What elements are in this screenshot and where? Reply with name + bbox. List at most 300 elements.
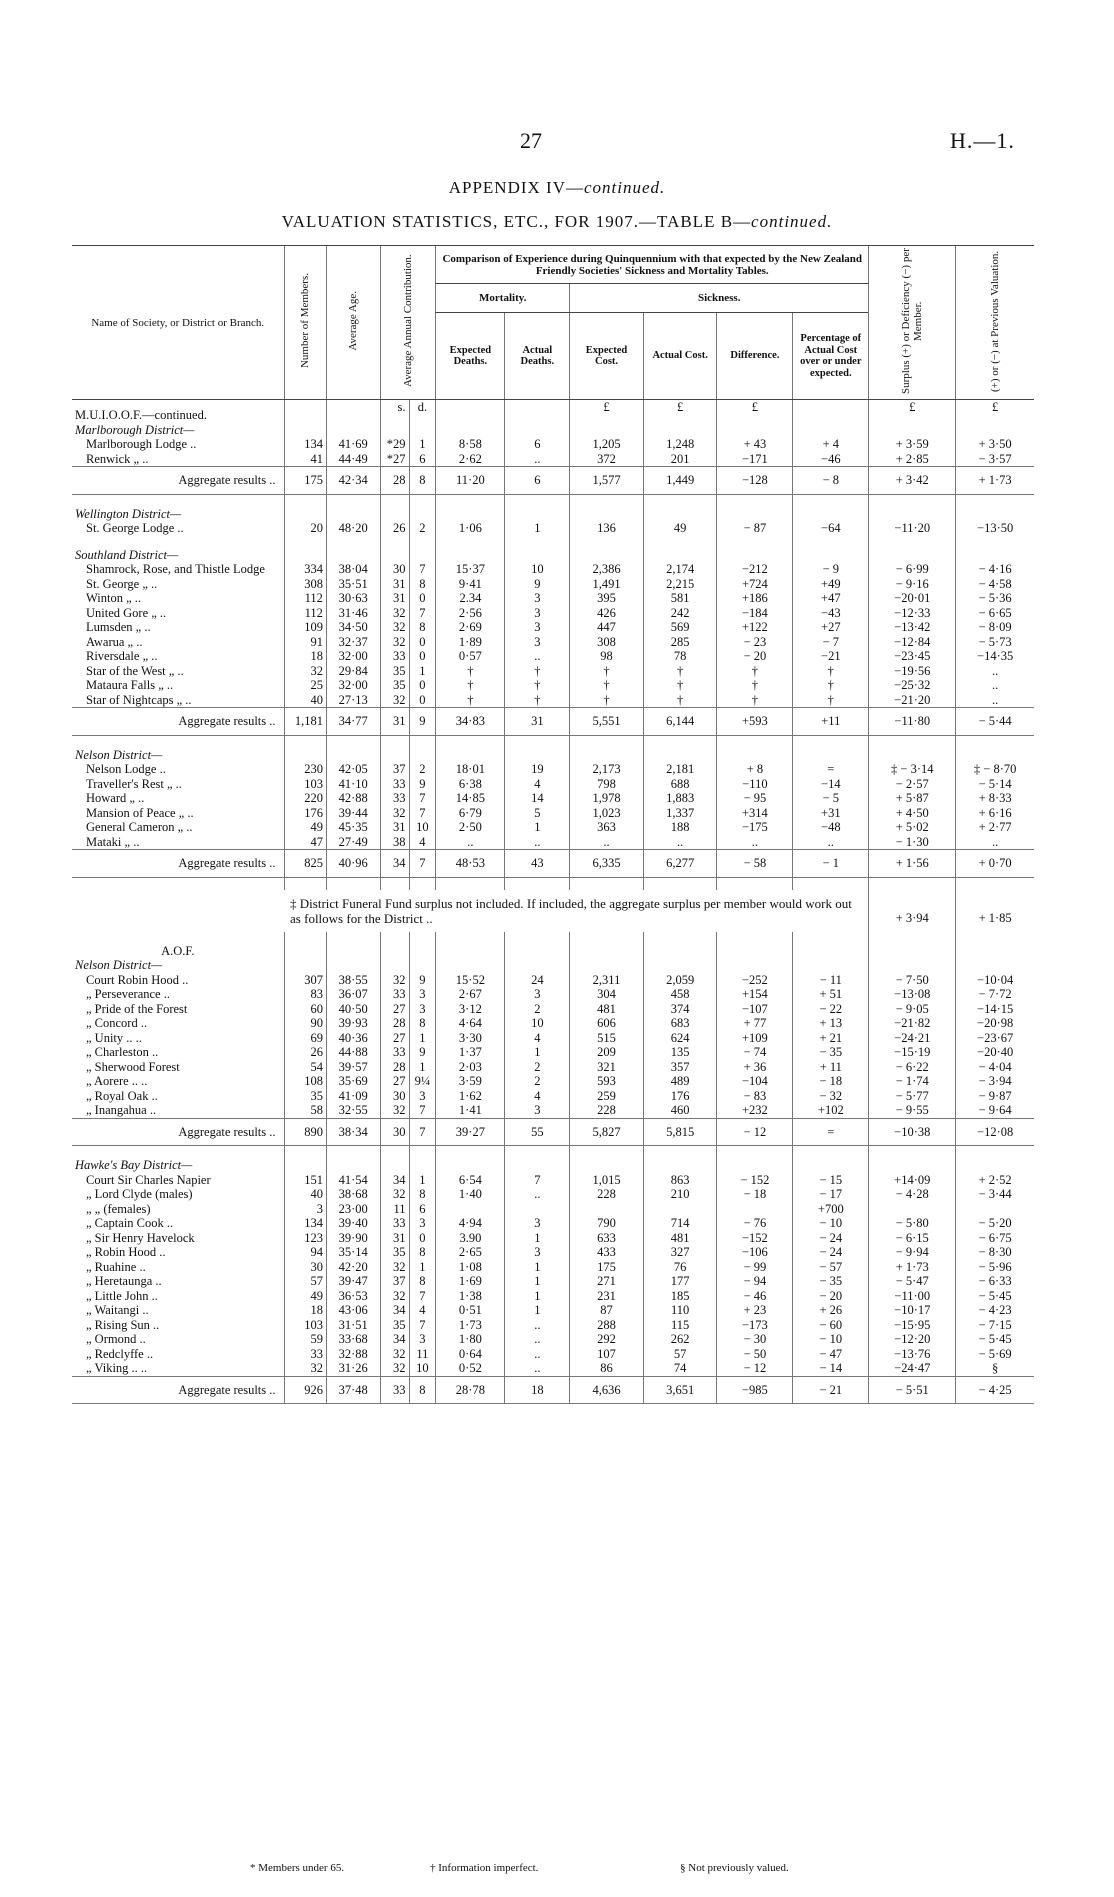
empty-cell bbox=[717, 944, 793, 959]
cell-ed: 1·69 bbox=[436, 1274, 505, 1289]
cell-ec: 2,173 bbox=[570, 762, 644, 777]
cell-ed: 1·38 bbox=[436, 1289, 505, 1304]
cell-prev: −13·50 bbox=[956, 521, 1034, 536]
empty-cell bbox=[793, 1158, 869, 1173]
table-row bbox=[72, 791, 1034, 806]
cell-ec: 321 bbox=[570, 1060, 644, 1075]
empty-cell bbox=[505, 748, 570, 763]
cell-diff: −106 bbox=[717, 1245, 793, 1260]
cell-d: 7 bbox=[409, 1289, 436, 1304]
cell-pct: − 22 bbox=[793, 1002, 869, 1017]
empty-cell bbox=[643, 1158, 717, 1173]
cell-diff: − 99 bbox=[717, 1260, 793, 1275]
empty-cell bbox=[436, 944, 505, 959]
spacer-cell bbox=[869, 494, 956, 507]
cell-age: 39·44 bbox=[326, 806, 380, 821]
cell-age: 32·00 bbox=[326, 678, 380, 693]
cell-d: 7 bbox=[409, 791, 436, 806]
cell-ed: .. bbox=[436, 835, 505, 850]
cell-s: 32 bbox=[380, 1260, 409, 1275]
cell-prev: + 2·52 bbox=[956, 1173, 1034, 1188]
appendix-title-text: APPENDIX IV— bbox=[448, 178, 584, 197]
cell-ec: 372 bbox=[570, 452, 644, 467]
header-actual-cost: Actual Cost. bbox=[643, 313, 717, 400]
cell-ac: 57 bbox=[643, 1347, 717, 1362]
cell-diff: +232 bbox=[717, 1103, 793, 1118]
cell-n: 176 bbox=[284, 806, 326, 821]
cell-ed: 1·89 bbox=[436, 635, 505, 650]
spacer-cell bbox=[409, 494, 436, 507]
cell-d: 8 bbox=[409, 1016, 436, 1031]
cell-sur: − 9·16 bbox=[869, 577, 956, 592]
empty-cell bbox=[717, 507, 793, 522]
cell-ad: 2 bbox=[505, 1060, 570, 1075]
cell-ed: 0·52 bbox=[436, 1361, 505, 1376]
cell-ad: 3 bbox=[505, 606, 570, 621]
valuation-table bbox=[72, 245, 1034, 1404]
funeral-surplus: + 3·94 bbox=[869, 890, 956, 932]
cell-age: 44·88 bbox=[326, 1045, 380, 1060]
cell-d: 4 bbox=[409, 835, 436, 850]
cell-diff: + 8 bbox=[717, 762, 793, 777]
empty-cell bbox=[869, 944, 956, 959]
cell-ed: 34·83 bbox=[436, 708, 505, 736]
cell-sur: − 9·05 bbox=[869, 1002, 956, 1017]
cell-ad: 10 bbox=[505, 1016, 570, 1031]
cell-d: 9¼ bbox=[409, 1074, 436, 1089]
cell-s: 30 bbox=[380, 562, 409, 577]
cell-age: 40·36 bbox=[326, 1031, 380, 1046]
cell-d: 7 bbox=[409, 1103, 436, 1118]
cell-pct: − 10 bbox=[793, 1216, 869, 1231]
cell-prev: + 2·77 bbox=[956, 820, 1034, 835]
spacer-cell bbox=[869, 536, 956, 548]
cell-ac: 185 bbox=[643, 1289, 717, 1304]
empty-cell bbox=[570, 1158, 644, 1173]
cell-pct: − 24 bbox=[793, 1245, 869, 1260]
cell-ad: 14 bbox=[505, 791, 570, 806]
cell-d: 9 bbox=[409, 708, 436, 736]
table-row bbox=[72, 1318, 1034, 1333]
funeral-previous: + 1·85 bbox=[956, 890, 1034, 932]
cell-diff: +593 bbox=[717, 708, 793, 736]
cell-ed: 1·37 bbox=[436, 1045, 505, 1060]
empty-cell bbox=[380, 1158, 409, 1173]
empty-cell bbox=[643, 423, 717, 438]
cell-diff: + 23 bbox=[717, 1303, 793, 1318]
cell-s: 32 bbox=[380, 635, 409, 650]
cell-s: 33 bbox=[380, 1376, 409, 1404]
empty-cell bbox=[643, 507, 717, 522]
empty-cell bbox=[436, 400, 505, 423]
table-row bbox=[72, 1074, 1034, 1089]
cell-n: 307 bbox=[284, 973, 326, 988]
page-number: 27 bbox=[520, 128, 542, 153]
cell-ec: 292 bbox=[570, 1332, 644, 1347]
cell-s: 32 bbox=[380, 693, 409, 708]
spacer-cell bbox=[380, 735, 409, 748]
cell-diff: + 36 bbox=[717, 1060, 793, 1075]
table-row bbox=[72, 1260, 1034, 1275]
cell-s: 11 bbox=[380, 1202, 409, 1217]
cell-ad: .. bbox=[505, 452, 570, 467]
cell-age: 31·51 bbox=[326, 1318, 380, 1333]
cell-d: 7 bbox=[409, 606, 436, 621]
spacer-cell bbox=[326, 1146, 380, 1159]
cell-ad: 6 bbox=[505, 437, 570, 452]
cell-ac: † bbox=[643, 693, 717, 708]
cell-sur: − 5·77 bbox=[869, 1089, 956, 1104]
cell-ad: 7 bbox=[505, 1173, 570, 1188]
cell-ac: 1,248 bbox=[643, 437, 717, 452]
empty-cell bbox=[284, 748, 326, 763]
spacer-cell bbox=[72, 536, 284, 548]
cell-sur: − 5·47 bbox=[869, 1274, 956, 1289]
cell-n: 40 bbox=[284, 1187, 326, 1202]
cell-age: 30·63 bbox=[326, 591, 380, 606]
cell-sur: −23·45 bbox=[869, 649, 956, 664]
row-name: St. George Lodge .. bbox=[86, 521, 184, 535]
cell-s: 34 bbox=[380, 850, 409, 878]
row-name: Court Sir Charles Napier bbox=[86, 1172, 211, 1187]
empty-cell bbox=[956, 748, 1034, 763]
cell-s: 31 bbox=[380, 820, 409, 835]
cell-sur: − 9·94 bbox=[869, 1245, 956, 1260]
cell-diff: † bbox=[717, 678, 793, 693]
cell-prev: −20·40 bbox=[956, 1045, 1034, 1060]
appendix-title-cont: continued. bbox=[583, 178, 666, 197]
row-name: Shamrock, Rose, and Thistle Lodge bbox=[86, 562, 265, 576]
header-contribution-text: Average Annual Contribution. bbox=[401, 254, 414, 388]
cell-ed: 14·85 bbox=[436, 791, 505, 806]
cell-n: 825 bbox=[284, 850, 326, 878]
cell-pct: − 21 bbox=[793, 1376, 869, 1404]
spacer-cell bbox=[380, 877, 409, 890]
spacer-cell bbox=[717, 494, 793, 507]
cell-s: 38 bbox=[380, 835, 409, 850]
cell-age: 45·35 bbox=[326, 820, 380, 835]
cell-ad: 19 bbox=[505, 762, 570, 777]
cell-ac: 569 bbox=[643, 620, 717, 635]
unit-pound: £ bbox=[869, 400, 956, 423]
empty-cell bbox=[436, 548, 505, 563]
cell-sur: − 6·22 bbox=[869, 1060, 956, 1075]
cell-ed: 6·38 bbox=[436, 777, 505, 792]
empty-cell bbox=[284, 548, 326, 563]
cell-diff: − 83 bbox=[717, 1089, 793, 1104]
cell-ac: 683 bbox=[643, 1016, 717, 1031]
cell-diff: −173 bbox=[717, 1318, 793, 1333]
cell-pct: −43 bbox=[793, 606, 869, 621]
cell-s: 34 bbox=[380, 1173, 409, 1188]
table-row bbox=[72, 521, 1034, 536]
empty-cell bbox=[409, 507, 436, 522]
cell-prev: .. bbox=[956, 678, 1034, 693]
cell-n: 33 bbox=[284, 1347, 326, 1362]
cell-age: 23·00 bbox=[326, 1202, 380, 1217]
spacer-cell bbox=[570, 877, 644, 890]
cell-s: 35 bbox=[380, 1245, 409, 1260]
table-row bbox=[72, 1045, 1034, 1060]
cell-d: 9 bbox=[409, 973, 436, 988]
cell-s: 35 bbox=[380, 678, 409, 693]
spacer-cell bbox=[72, 494, 284, 507]
spacer-cell bbox=[380, 932, 409, 944]
cell-pct: † bbox=[793, 693, 869, 708]
section-nelson1 bbox=[72, 748, 1034, 763]
spacer-cell bbox=[380, 494, 409, 507]
row-name: „ Perseverance .. bbox=[86, 987, 170, 1001]
cell-age: 35·14 bbox=[326, 1245, 380, 1260]
cell-pct: +27 bbox=[793, 620, 869, 635]
cell-prev: + 3·50 bbox=[956, 437, 1034, 452]
cell-prev: − 9·64 bbox=[956, 1103, 1034, 1118]
cell-d: 8 bbox=[409, 1376, 436, 1404]
table-row bbox=[72, 820, 1034, 835]
cell-ec: 790 bbox=[570, 1216, 644, 1231]
cell-ec: † bbox=[570, 693, 644, 708]
empty-cell bbox=[380, 944, 409, 959]
spacer-cell bbox=[436, 536, 505, 548]
row-name: Court Robin Hood .. bbox=[86, 972, 189, 987]
table-row bbox=[72, 562, 1034, 577]
empty-cell bbox=[570, 748, 644, 763]
cell-ed: 6·79 bbox=[436, 806, 505, 821]
cell-sur: − 2·57 bbox=[869, 777, 956, 792]
cell-ac: 489 bbox=[643, 1074, 717, 1089]
cell-ac: .. bbox=[643, 835, 717, 850]
cell-age: 39·47 bbox=[326, 1274, 380, 1289]
spacer-row bbox=[72, 494, 1034, 507]
unit-pound: £ bbox=[717, 400, 793, 423]
cell-pct: − 7 bbox=[793, 635, 869, 650]
spacer-cell bbox=[793, 932, 869, 944]
cell-s: 33 bbox=[380, 1045, 409, 1060]
cell-ac: 688 bbox=[643, 777, 717, 792]
cell-ad: .. bbox=[505, 649, 570, 664]
cell-sur: −11·80 bbox=[869, 708, 956, 736]
cell-age: 32·88 bbox=[326, 1347, 380, 1362]
cell-age: 38·34 bbox=[326, 1118, 380, 1146]
cell-sur: −12·84 bbox=[869, 635, 956, 650]
cell-ad: 6 bbox=[505, 467, 570, 495]
row-name: „ Heretaunga .. bbox=[86, 1274, 162, 1288]
cell-diff: +186 bbox=[717, 591, 793, 606]
cell-d: 3 bbox=[409, 1089, 436, 1104]
cell-ac: 2,181 bbox=[643, 762, 717, 777]
cell-d: 1 bbox=[409, 664, 436, 679]
empty-cell bbox=[643, 748, 717, 763]
empty-cell bbox=[956, 1158, 1034, 1173]
cell-age: 39·57 bbox=[326, 1060, 380, 1075]
cell-sur: + 2·85 bbox=[869, 452, 956, 467]
cell-prev: + 1·73 bbox=[956, 467, 1034, 495]
empty-cell bbox=[643, 548, 717, 563]
cell-ed: 3·12 bbox=[436, 1002, 505, 1017]
cell-d: 1 bbox=[409, 1260, 436, 1275]
cell-ac: 115 bbox=[643, 1318, 717, 1333]
cell-ed: 1·06 bbox=[436, 521, 505, 536]
spacer-cell bbox=[570, 735, 644, 748]
table-row bbox=[72, 1347, 1034, 1362]
cell-ec: 5,551 bbox=[570, 708, 644, 736]
cell-sur: −20·01 bbox=[869, 591, 956, 606]
spacer-cell bbox=[505, 877, 570, 890]
cell-prev: − 6·75 bbox=[956, 1231, 1034, 1246]
spacer-cell bbox=[643, 536, 717, 548]
cell-ed: 3.90 bbox=[436, 1231, 505, 1246]
cell-age: 38·68 bbox=[326, 1187, 380, 1202]
cell-sur: + 4·50 bbox=[869, 806, 956, 821]
cell-ed bbox=[436, 1202, 505, 1217]
table-row bbox=[72, 635, 1034, 650]
cell-n: 134 bbox=[284, 437, 326, 452]
table-row bbox=[72, 1332, 1034, 1347]
cell-d: 0 bbox=[409, 591, 436, 606]
cell-ad: .. bbox=[505, 1347, 570, 1362]
table-row bbox=[72, 987, 1034, 1002]
cell-diff: .. bbox=[717, 835, 793, 850]
cell-ac: 201 bbox=[643, 452, 717, 467]
spacer-cell bbox=[505, 735, 570, 748]
cell-d: 6 bbox=[409, 1202, 436, 1217]
spacer-cell bbox=[643, 877, 717, 890]
table-row bbox=[72, 1031, 1034, 1046]
cell-ec: 1,978 bbox=[570, 791, 644, 806]
table-row bbox=[72, 577, 1034, 592]
row-name: „ Little John .. bbox=[86, 1288, 158, 1303]
cell-ed: 1·73 bbox=[436, 1318, 505, 1333]
cell-ac: 3,651 bbox=[643, 1376, 717, 1404]
spacer-cell bbox=[956, 1146, 1034, 1159]
cell-prev: − 5·45 bbox=[956, 1332, 1034, 1347]
row-name: „ Royal Oak .. bbox=[86, 1088, 158, 1103]
header-surplus bbox=[869, 246, 956, 400]
cell-ec: 5,827 bbox=[570, 1118, 644, 1146]
cell-ac: 2,174 bbox=[643, 562, 717, 577]
spacer-cell bbox=[436, 1146, 505, 1159]
cell-d: 7 bbox=[409, 850, 436, 878]
spacer-cell bbox=[326, 877, 380, 890]
cell-ec: 1,491 bbox=[570, 577, 644, 592]
cell-diff: − 12 bbox=[717, 1118, 793, 1146]
footnote-members-under-65: * Members under 65. bbox=[250, 1862, 345, 1874]
cell-n: 103 bbox=[284, 1318, 326, 1333]
row-name: Mataura Falls „ .. bbox=[86, 678, 174, 692]
cell-s: 32 bbox=[380, 973, 409, 988]
empty-cell bbox=[570, 944, 644, 959]
cell-pct: − 15 bbox=[793, 1173, 869, 1188]
aggregate-row bbox=[72, 467, 1034, 495]
cell-age: 35·51 bbox=[326, 577, 380, 592]
table-row bbox=[72, 664, 1034, 679]
cell-s: 28 bbox=[380, 1016, 409, 1031]
empty-cell bbox=[956, 944, 1034, 959]
cell-age: 31·46 bbox=[326, 606, 380, 621]
cell-sur: − 5·51 bbox=[869, 1376, 956, 1404]
cell-pct: − 9 bbox=[793, 562, 869, 577]
cell-sur: + 1·73 bbox=[869, 1260, 956, 1275]
cell-prev: − 6·33 bbox=[956, 1274, 1034, 1289]
cell-diff: − 20 bbox=[717, 649, 793, 664]
order-heading-aof bbox=[72, 944, 1034, 959]
empty-cell bbox=[643, 958, 717, 973]
table-row bbox=[72, 1173, 1034, 1188]
cell-ec: 1,023 bbox=[570, 806, 644, 821]
cell-ed: 15·37 bbox=[436, 562, 505, 577]
cell-pct: + 21 bbox=[793, 1031, 869, 1046]
cell-diff: +724 bbox=[717, 577, 793, 592]
cell-sur: − 5·80 bbox=[869, 1216, 956, 1231]
row-name: Traveller's Rest „ .. bbox=[86, 776, 182, 791]
order-heading-aof-label: A.O.F. bbox=[161, 943, 195, 958]
spacer-cell bbox=[380, 1146, 409, 1159]
header-actual-deaths: Actual Deaths. bbox=[505, 313, 570, 400]
spacer-cell bbox=[643, 1146, 717, 1159]
row-name: Aggregate results .. bbox=[72, 708, 284, 736]
cell-age: 39·40 bbox=[326, 1216, 380, 1231]
empty-cell bbox=[326, 1158, 380, 1173]
cell-ec: 1,205 bbox=[570, 437, 644, 452]
table-row bbox=[72, 1202, 1034, 1217]
cell-age: 32·00 bbox=[326, 649, 380, 664]
cell-ed: 2·50 bbox=[436, 820, 505, 835]
spacer-cell bbox=[643, 494, 717, 507]
row-name: „ Charleston .. bbox=[86, 1045, 159, 1059]
cell-s: 37 bbox=[380, 762, 409, 777]
empty-cell bbox=[505, 507, 570, 522]
cell-ac: 262 bbox=[643, 1332, 717, 1347]
cell-ad: 3 bbox=[505, 635, 570, 650]
cell-diff: − 18 bbox=[717, 1187, 793, 1202]
cell-ec: 426 bbox=[570, 606, 644, 621]
table-row bbox=[72, 620, 1034, 635]
cell-s: 37 bbox=[380, 1274, 409, 1289]
cell-sur: −10·38 bbox=[869, 1118, 956, 1146]
empty-cell bbox=[284, 958, 326, 973]
spacer-cell bbox=[72, 877, 284, 890]
cell-diff: − 23 bbox=[717, 635, 793, 650]
section-marlborough bbox=[72, 423, 1034, 438]
spacer-cell bbox=[284, 494, 326, 507]
empty-cell bbox=[570, 507, 644, 522]
cell-prev: − 5·20 bbox=[956, 1216, 1034, 1231]
cell-age: 42·34 bbox=[326, 467, 380, 495]
cell-ec: 304 bbox=[570, 987, 644, 1002]
cell-ac: 78 bbox=[643, 649, 717, 664]
header-row bbox=[72, 246, 1034, 284]
spacer-row bbox=[72, 877, 1034, 890]
cell-ec: 228 bbox=[570, 1103, 644, 1118]
row-name: Star of Nightcaps „ .. bbox=[86, 692, 192, 707]
cell-age: 35·69 bbox=[326, 1074, 380, 1089]
funeral-fund-note: ‡ District Funeral Fund surplus not included. If included, the aggregate surplus per member would work out as follows for the District .. bbox=[290, 895, 852, 926]
cell-pct: † bbox=[793, 678, 869, 693]
table-body bbox=[72, 246, 1034, 1404]
section-southland-label: Southland District— bbox=[75, 547, 179, 562]
cell-ac: 327 bbox=[643, 1245, 717, 1260]
cell-age: 27·13 bbox=[326, 693, 380, 708]
aggregate-row bbox=[72, 708, 1034, 736]
cell-age: 42·88 bbox=[326, 791, 380, 806]
unit-shillings: s. bbox=[380, 400, 409, 423]
table-row bbox=[72, 1103, 1034, 1118]
header-age-text: Average Age. bbox=[347, 291, 360, 351]
cell-ec: 308 bbox=[570, 635, 644, 650]
empty-cell bbox=[436, 423, 505, 438]
cell-ac: 863 bbox=[643, 1173, 717, 1188]
table-row bbox=[72, 1303, 1034, 1318]
